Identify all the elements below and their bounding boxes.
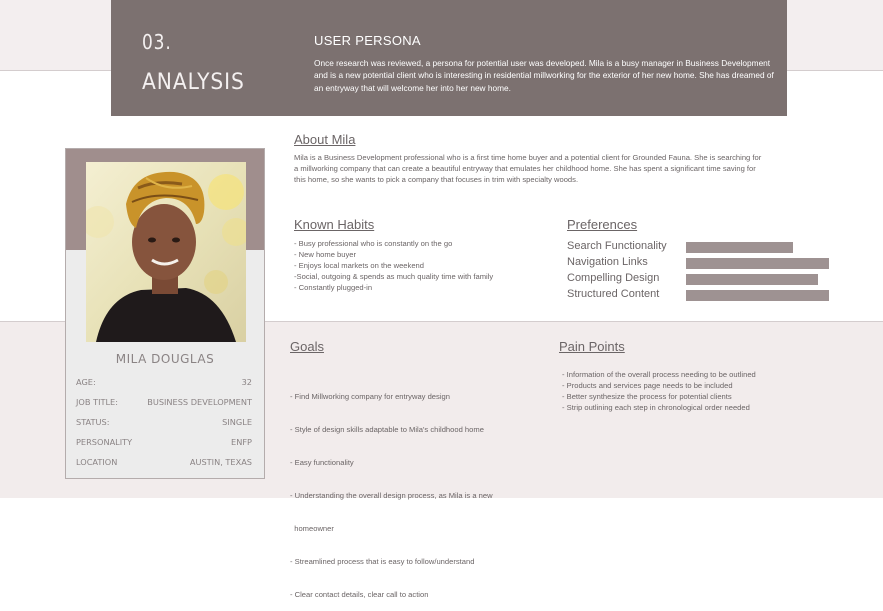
goals-list <box>290 369 540 611</box>
list-item: - Better synthesize the process for potential clients <box>562 392 732 401</box>
pref-label: Search Functionality <box>567 240 667 252</box>
list-item: - Easy functionality <box>290 458 354 467</box>
list-item: - Understanding the overall design process, as Mila is a new <box>290 491 493 500</box>
pref-label: Compelling Design <box>567 272 660 284</box>
pain-points-list <box>562 369 822 413</box>
habits-list <box>294 238 544 293</box>
list-item: - Information of the overall process needing to be outlined <box>562 370 756 379</box>
preferences-heading: Preferences <box>567 217 638 232</box>
persona-name: MILA DOUGLAS <box>115 352 215 366</box>
pref-label: Navigation Links <box>567 256 648 268</box>
pref-label: Structured Content <box>567 288 660 300</box>
attr-age <box>76 377 252 391</box>
list-item: - Strip outlining each step in chronological order needed <box>562 403 750 412</box>
list-item: -Social, outgoing & spends as much quality time with family <box>294 272 494 281</box>
list-item: - Find Millworking company for entryway design <box>290 392 450 401</box>
attr-status-value: SINGLE <box>222 417 252 427</box>
attr-personality-label: PERSONALITY <box>76 437 133 447</box>
list-item: - Enjoys local markets on the weekend <box>294 261 425 270</box>
attr-personality <box>76 437 252 451</box>
attr-status-label: STATUS: <box>76 417 110 427</box>
header-intro: Once research was reviewed, a persona for potential user was developed. Mila is a busy manager in Business Development and is a new potential client who is interesting in residential millworking for the exterior of her new home. She has dreamed of an entryway that will welcome her into her new home. <box>314 58 774 93</box>
pref-row <box>567 256 832 272</box>
attr-job-title-label: JOB TITLE: <box>76 397 118 407</box>
pref-row <box>567 272 832 288</box>
attr-location-label: LOCATION <box>76 457 118 467</box>
list-item: homeowner <box>290 524 334 533</box>
pref-bar <box>686 242 793 253</box>
attr-age-label: AGE: <box>76 377 96 387</box>
list-item: - Constantly plugged-in <box>294 283 373 292</box>
pref-row <box>567 288 832 304</box>
header-panel <box>111 0 787 116</box>
persona-card <box>65 148 265 479</box>
list-item: - Products and services page needs to be included <box>562 381 733 390</box>
goals-heading: Goals <box>290 339 324 354</box>
pref-bar <box>686 290 829 301</box>
section-title: ANALYSIS <box>142 70 245 95</box>
attr-status <box>76 417 252 431</box>
list-item: - Streamlined process that is easy to follow/understand <box>290 557 475 566</box>
attr-job-title <box>76 397 252 411</box>
attr-job-title-value: BUSINESS DEVELOPMENT <box>147 397 252 407</box>
attr-location <box>76 457 252 471</box>
pref-bar <box>686 274 818 285</box>
attr-location-value: AUSTIN, TEXAS <box>189 457 252 467</box>
pref-row <box>567 240 832 256</box>
list-item: - Clear contact details, clear call to action <box>290 590 429 599</box>
about-heading: About Mila <box>294 132 356 147</box>
habits-heading: Known Habits <box>294 217 375 232</box>
header-heading: USER PERSONA <box>314 33 421 48</box>
section-number: 03. <box>142 30 172 54</box>
about-text: Mila is a Business Development professional who is a first time home buyer and a potential client for Grounded Fauna. She is searching for a millworking company that can create a beautiful entryway that emulates her childhood home. She has spent a significant time saving for this home, so she wants to pick a company that focuses in trim with specialty woods. <box>294 153 762 185</box>
pain-points-heading: Pain Points <box>559 339 625 354</box>
pref-bar <box>686 258 829 269</box>
attr-personality-value: ENFP <box>231 437 252 447</box>
list-item: - New home buyer <box>294 250 357 259</box>
attr-age-value: 32 <box>241 377 252 387</box>
list-item: - Busy professional who is constantly on the go <box>294 239 453 248</box>
persona-photo <box>86 162 246 342</box>
list-item: - Style of design skills adaptable to Mila's childhood home <box>290 425 484 434</box>
